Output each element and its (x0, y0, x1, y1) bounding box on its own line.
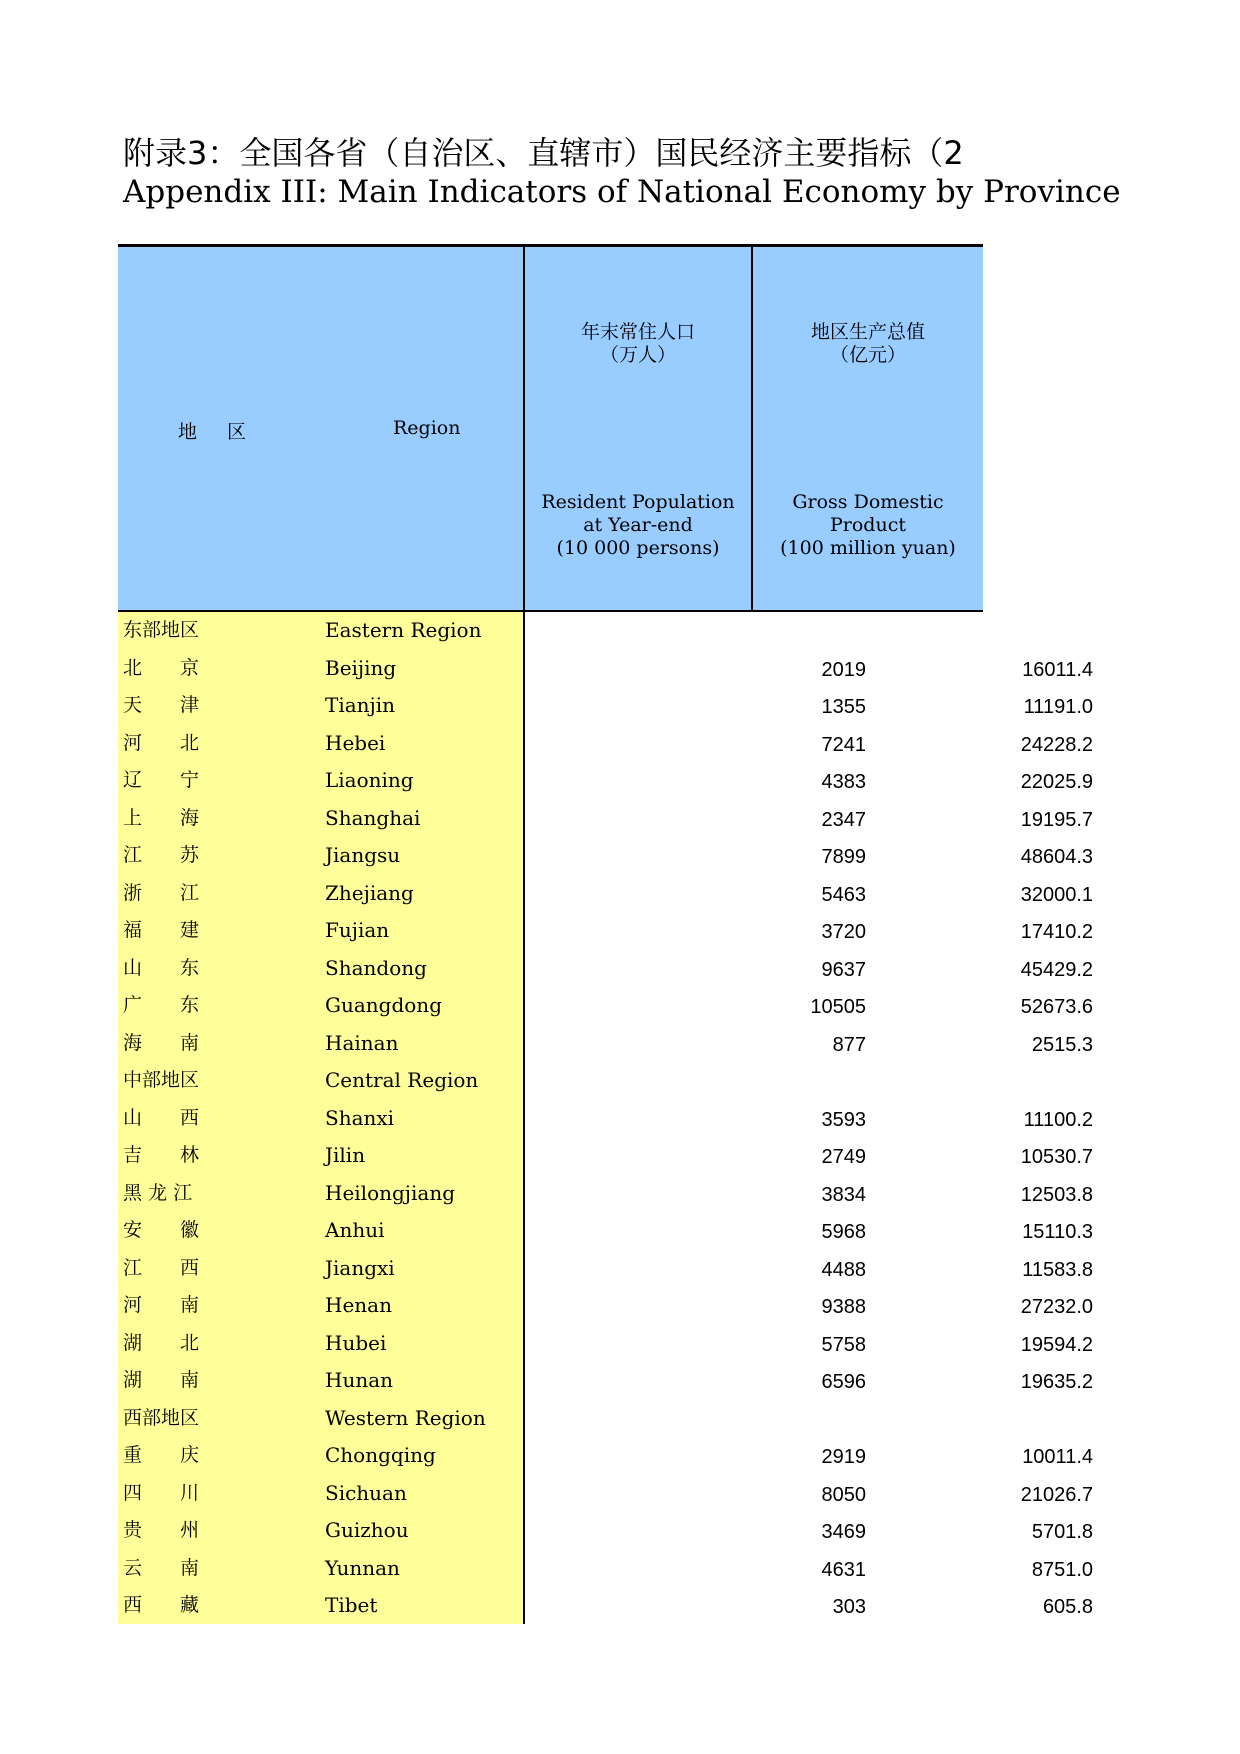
population-value: 303 (832, 1596, 866, 1618)
region-name-chinese: 西部地区 (123, 1406, 200, 1429)
table-row (118, 1250, 1093, 1288)
region-name-chinese: 上 海 (123, 806, 200, 829)
region-name-chinese: 四 川 (123, 1481, 200, 1504)
gdp-value: 2515.3 (1031, 1033, 1093, 1056)
region-name-chinese: 云 南 (123, 1556, 200, 1579)
region-name-chinese: 辽 宁 (123, 769, 200, 791)
region-name-english: Hubei (325, 1330, 387, 1355)
gdp-value: 45429.2 (1020, 958, 1093, 981)
region-name-chinese: 黑 龙 江 (123, 1181, 193, 1204)
region-name-english: Beijing (325, 655, 397, 680)
population-value: 6596 (821, 1371, 866, 1393)
table-row (118, 1287, 1093, 1325)
region-name-chinese: 福 建 (123, 919, 200, 941)
region-name-chinese: 湖 南 (123, 1369, 200, 1391)
table-row (118, 762, 1093, 800)
region-name-english: Yunnan (325, 1555, 400, 1580)
table-row (118, 800, 1093, 838)
region-name-chinese: 贵 州 (123, 1519, 200, 1541)
population-value: 8050 (821, 1483, 866, 1506)
gdp-value: 11583.8 (1022, 1258, 1093, 1281)
gdp-value: 19635.2 (1020, 1371, 1093, 1393)
gdp-value: 11100.2 (1023, 1108, 1093, 1131)
gdp-value: 24228.2 (1020, 733, 1093, 756)
region-name-english: Eastern Region (325, 618, 482, 642)
header-gdp-chinese: 地区生产总值 （亿元） (810, 321, 925, 366)
table-row (118, 612, 983, 650)
header-population-english: Resident Population at Year-end (10 000 persons) (541, 491, 735, 559)
gdp-value: 15110.3 (1022, 1221, 1093, 1243)
table-row (118, 1062, 983, 1100)
region-name-chinese: 浙 江 (123, 881, 200, 904)
gdp-value: 19594.2 (1020, 1333, 1093, 1356)
population-value: 5758 (821, 1333, 866, 1356)
population-value: 10505 (810, 996, 866, 1018)
region-name-english: Shanghai (325, 805, 421, 830)
gdp-value: 11191.0 (1023, 696, 1093, 718)
region-name-chinese: 东部地区 (123, 619, 200, 641)
region-name-english: Western Region (325, 1405, 486, 1430)
header-population-chinese: 年末常住人口 （万人） (580, 321, 695, 366)
header-gdp-english: Gross Domestic Product (100 million yuan) (780, 491, 956, 559)
region-name-english: Zhejiang (325, 880, 414, 905)
population-value: 3593 (821, 1108, 866, 1131)
region-name-english: Shanxi (325, 1105, 395, 1130)
region-name-english: Heilongjiang (325, 1180, 455, 1205)
gdp-value: 22025.9 (1020, 771, 1093, 793)
region-name-chinese: 山 东 (123, 956, 200, 979)
region-name-chinese: 河 北 (123, 731, 200, 754)
region-name-chinese: 西 藏 (123, 1594, 200, 1616)
region-name-chinese: 海 南 (123, 1031, 200, 1054)
gdp-value: 21026.7 (1020, 1483, 1093, 1506)
region-name-english: Hainan (325, 1030, 399, 1055)
population-value: 2347 (821, 808, 866, 831)
region-name-english: Tibet (325, 1593, 378, 1617)
table-row (118, 950, 1093, 988)
table-body (118, 612, 1093, 1625)
region-name-english: Hunan (325, 1368, 394, 1392)
table-row (118, 837, 1093, 875)
population-value: 4488 (821, 1258, 866, 1281)
region-name-chinese: 山 西 (123, 1106, 200, 1129)
region-name-chinese: 中部地区 (123, 1069, 200, 1091)
table-row (118, 1025, 1093, 1063)
table-row (118, 725, 1093, 763)
region-name-english: Anhui (325, 1218, 385, 1242)
gdp-value: 27232.0 (1020, 1296, 1093, 1318)
region-name-english: Guangdong (325, 993, 442, 1017)
gdp-value: 10530.7 (1020, 1146, 1093, 1168)
header-region-english: Region (393, 417, 461, 439)
table-row (118, 1362, 1093, 1400)
table-row (118, 1587, 1093, 1625)
gdp-value: 17410.2 (1020, 921, 1093, 943)
population-value: 5463 (821, 883, 866, 906)
region-name-english: Liaoning (325, 768, 414, 792)
region-name-chinese: 安 徽 (123, 1219, 200, 1241)
table-row (118, 1100, 1093, 1138)
region-name-english: Central Region (325, 1068, 479, 1092)
table-row (118, 650, 1093, 688)
table-row (118, 1437, 1093, 1475)
population-value: 2919 (821, 1446, 866, 1468)
table-row (118, 1475, 1093, 1513)
region-name-chinese: 吉 林 (123, 1144, 200, 1166)
region-name-chinese: 广 东 (123, 994, 200, 1016)
population-value: 1355 (821, 696, 866, 718)
population-value: 7899 (821, 846, 866, 868)
population-value: 7241 (821, 733, 866, 756)
table-header (118, 247, 983, 612)
population-value: 4383 (821, 771, 866, 793)
table-row (118, 687, 1093, 725)
population-value: 4631 (821, 1558, 866, 1581)
gdp-value: 12503.8 (1020, 1183, 1093, 1206)
gdp-value: 8751.0 (1031, 1558, 1093, 1581)
region-name-chinese: 重 庆 (123, 1444, 200, 1466)
region-name-english: Jilin (325, 1143, 366, 1167)
region-name-english: Tianjin (325, 693, 396, 717)
region-name-chinese: 江 西 (123, 1256, 200, 1279)
region-name-english: Jiangsu (325, 843, 401, 867)
population-value: 5968 (821, 1221, 866, 1243)
gdp-value: 32000.1 (1020, 883, 1093, 906)
gdp-value: 16011.4 (1022, 658, 1093, 681)
region-name-english: Shandong (325, 955, 427, 980)
gdp-value: 48604.3 (1020, 846, 1093, 868)
region-name-english: Hebei (325, 730, 386, 755)
population-value: 3834 (821, 1183, 866, 1206)
region-name-english: Fujian (325, 918, 390, 942)
title-english: Appendix III: Main Indicators of National Economy by Province (123, 174, 1121, 210)
table-row (118, 1325, 1093, 1363)
gdp-value: 605.8 (1042, 1596, 1093, 1618)
region-name-chinese: 天 津 (123, 694, 200, 716)
population-value: 2749 (821, 1146, 866, 1168)
region-name-english: Henan (325, 1293, 392, 1317)
table-row (118, 875, 1093, 913)
population-value: 2019 (821, 658, 866, 681)
region-name-chinese: 湖 北 (123, 1331, 200, 1354)
table-row (118, 912, 1093, 950)
population-value: 9388 (821, 1296, 866, 1318)
table-row (118, 1400, 983, 1438)
gdp-value: 10011.4 (1022, 1446, 1093, 1468)
region-name-english: Chongqing (325, 1443, 436, 1467)
region-name-chinese: 河 南 (123, 1294, 200, 1316)
region-name-english: Guizhou (325, 1518, 409, 1542)
population-value: 877 (832, 1033, 866, 1056)
table-row (118, 987, 1093, 1025)
table-row (118, 1512, 1093, 1550)
table-row (118, 1175, 1093, 1213)
table-row (118, 1550, 1093, 1588)
region-name-chinese: 北 京 (123, 656, 200, 679)
population-value: 3469 (821, 1521, 866, 1543)
region-name-chinese: 江 苏 (123, 844, 200, 866)
gdp-value: 19195.7 (1020, 808, 1093, 831)
title-chinese: 附录3：全国各省（自治区、直辖市）国民经济主要指标（2 (123, 134, 964, 172)
table-row (118, 1137, 1093, 1175)
gdp-value: 5701.8 (1031, 1521, 1093, 1543)
region-name-english: Sichuan (325, 1480, 407, 1505)
population-value: 3720 (821, 921, 866, 943)
population-value: 9637 (821, 958, 866, 981)
table-row (118, 1212, 1093, 1250)
gdp-value: 52673.6 (1020, 996, 1093, 1018)
region-name-english: Jiangxi (325, 1255, 395, 1280)
header-region-chinese: 地 区 (178, 421, 247, 443)
